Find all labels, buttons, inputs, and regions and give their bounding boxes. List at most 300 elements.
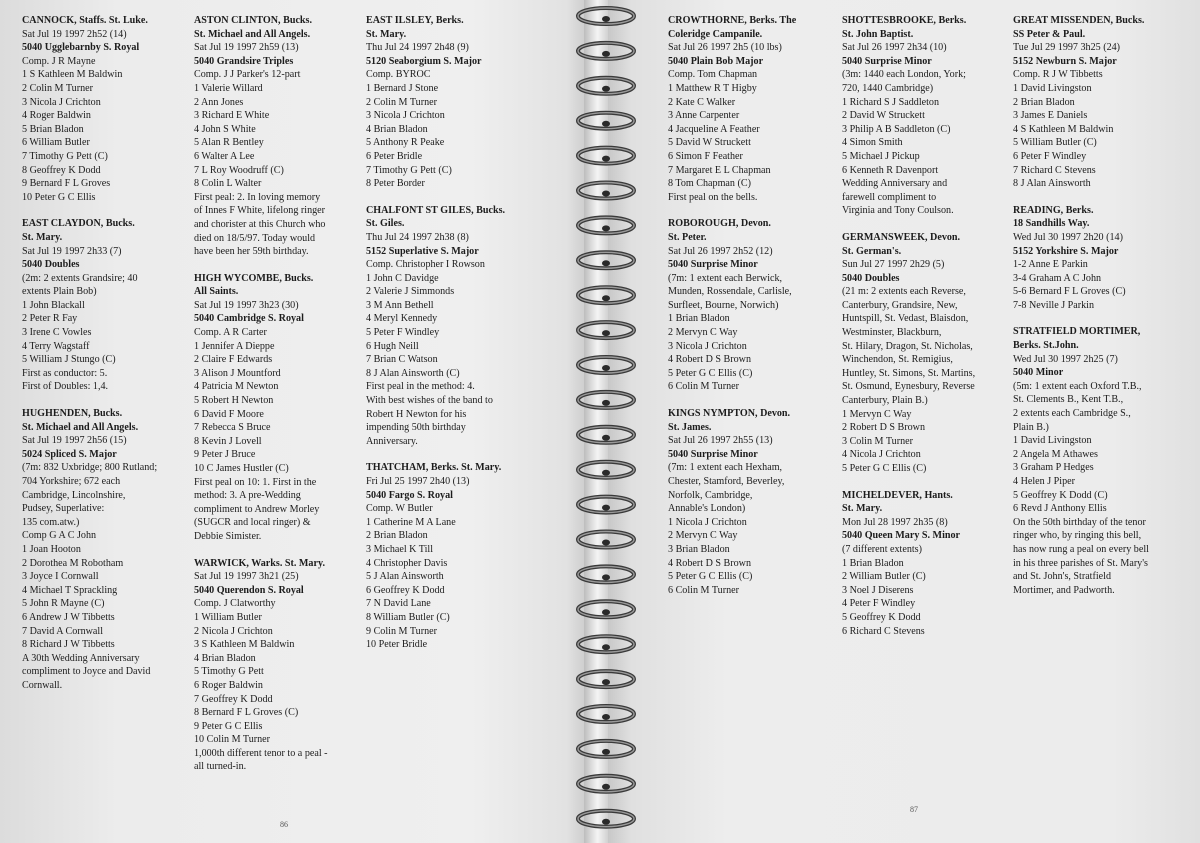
peal-line: 4 Roger Baldwin bbox=[22, 110, 91, 122]
peal-line: 2 Brian Bladon bbox=[366, 530, 428, 542]
peal-line: 7 N David Lane bbox=[366, 598, 431, 610]
peal-line: Westminster, Blackburn, bbox=[842, 327, 942, 339]
spiral-ring bbox=[578, 148, 634, 164]
peal-line: (7m: 1 extent each Berwick, bbox=[668, 272, 783, 284]
peal-line: With best wishes of the band to bbox=[366, 395, 493, 407]
peal-line: compliment to Andrew Morley bbox=[194, 503, 320, 515]
peal-line: 3 Nicola J Crichton bbox=[668, 340, 747, 352]
peal-line: 6 Peter Bridle bbox=[366, 150, 423, 162]
peal-line: 2 Ann Jones bbox=[194, 96, 244, 108]
peal-line: 3 Michael K Till bbox=[366, 543, 434, 555]
peal-line: 5040 Surprise Minor bbox=[842, 55, 932, 67]
peal-line: Mon Jul 28 1997 2h35 (8) bbox=[842, 516, 948, 528]
peal-line: 5 Robert H Newton bbox=[194, 395, 274, 407]
peal-line: Comp. A R Carter bbox=[194, 327, 267, 339]
peal-line: 7 Timothy G Pett (C) bbox=[366, 164, 452, 176]
peal-line: 4 Helen J Piper bbox=[1013, 476, 1075, 487]
peal-line: 1 Nicola J Crichton bbox=[668, 516, 747, 528]
peal-line: ringer who, by ringing this bell, bbox=[1013, 530, 1142, 542]
peal-line: 8 Tom Chapman (C) bbox=[668, 178, 751, 190]
peal-line: died on 18/5/97. Today would bbox=[194, 232, 316, 244]
peal-line: 1 John Blackall bbox=[22, 299, 85, 311]
peal-line: Sun Jul 27 1997 2h29 (5) bbox=[842, 259, 945, 271]
peal-line: 5040 Ugglebarnby S. Royal bbox=[22, 42, 140, 54]
peal-line: 7 Brian C Watson bbox=[366, 354, 438, 366]
peal-line: 7 David A Cornwall bbox=[22, 625, 104, 637]
spiral-ring bbox=[578, 113, 634, 129]
peal-line: 1 William Butler bbox=[194, 611, 262, 623]
peal-heading: GERMANSWEEK, Devon. bbox=[842, 231, 961, 243]
right-column-2 bbox=[842, 14, 975, 651]
peal-line: 1 Catherine M A Lane bbox=[366, 516, 456, 528]
spiral-ring bbox=[578, 811, 634, 827]
peal-line: 2 Dorothea M Robotham bbox=[22, 557, 124, 569]
peal-line: 4 Robert D S Brown bbox=[668, 557, 751, 569]
peal-line: 4 Brian Bladon bbox=[194, 652, 256, 664]
peal-line: Canterbury, Grandsire, New, bbox=[842, 299, 958, 311]
peal-line: Wed Jul 30 1997 2h20 (14) bbox=[1013, 231, 1123, 243]
spiral-ring bbox=[578, 252, 634, 268]
peal-line: have been her 59th birthday. bbox=[194, 246, 309, 258]
peal-line: Munden, Rossendale, Carlisle, bbox=[668, 286, 792, 298]
peal-entry bbox=[22, 217, 157, 394]
peal-line: (5m: 1 extent each Oxford T.B., bbox=[1013, 380, 1142, 392]
peal-line: (7m: 1 extent each Hexham, bbox=[668, 462, 783, 474]
peal-line: (2m: 2 extents Grandsire; 40 bbox=[22, 272, 138, 284]
peal-line: 3 Nicola J Crichton bbox=[366, 110, 445, 122]
peal-entry bbox=[194, 14, 328, 259]
peal-line: 7 Geoffrey K Dodd bbox=[194, 693, 273, 705]
peal-line: 8 J Alan Ainsworth bbox=[1013, 178, 1091, 190]
left-page bbox=[0, 0, 590, 843]
peal-heading: SHOTTESBROOKE, Berks. bbox=[842, 15, 967, 26]
peal-line: 5 Geoffrey K Dodd (C) bbox=[1013, 489, 1108, 501]
peal-line: 5040 Doubles bbox=[842, 272, 900, 284]
peal-line: 4 Terry Wagstaff bbox=[22, 340, 90, 352]
peal-line: 2 Valerie J Simmonds bbox=[366, 286, 455, 298]
peal-line: Comp. Tom Chapman bbox=[668, 69, 758, 81]
peal-line: 1 Richard S J Saddleton bbox=[842, 96, 940, 108]
peal-line: 1 David Livingston bbox=[1013, 82, 1092, 94]
peal-line: Plain B.) bbox=[1013, 421, 1049, 433]
peal-line: St. Giles. bbox=[366, 218, 405, 230]
peal-line: 6 Walter A Lee bbox=[194, 150, 255, 162]
spiral-ring bbox=[578, 217, 634, 233]
peal-line: Huntley, St. Simons, St. Martins, bbox=[842, 367, 976, 379]
peal-line: Coleridge Campanile. bbox=[668, 28, 763, 40]
peal-line: First peal: 2. In loving memory bbox=[194, 191, 321, 203]
peal-line: 2 Robert D S Brown bbox=[842, 422, 925, 434]
spiral-ring bbox=[578, 322, 634, 338]
peal-line: 3 Noel J Diserens bbox=[842, 584, 914, 596]
peal-line: Sat Jul 26 1997 2h55 (13) bbox=[668, 435, 773, 447]
peal-line: Surfleet, Bourne, Norwich) bbox=[668, 299, 779, 311]
peal-line: and St. John's, Stratfield bbox=[1013, 571, 1111, 583]
peal-line: 6 Andrew J W Tibbetts bbox=[22, 611, 115, 623]
peal-line: 5040 Doubles bbox=[22, 259, 80, 271]
peal-line: 5 J Alan Ainsworth bbox=[366, 571, 444, 583]
peal-line: 4 Robert D S Brown bbox=[668, 354, 751, 366]
peal-line: 3 James E Daniels bbox=[1013, 110, 1088, 122]
peal-entry bbox=[1013, 204, 1149, 313]
peal-line: 10 Peter G C Ellis bbox=[22, 191, 96, 203]
peal-line: Sat Jul 26 1997 2h34 (10) bbox=[842, 42, 947, 54]
peal-line: St. James. bbox=[668, 421, 712, 433]
peal-line: 2 Angela M Athawes bbox=[1013, 448, 1098, 460]
peal-line: 5120 Seaborgium S. Major bbox=[366, 55, 482, 67]
peal-line: 3 Nicola J Crichton bbox=[22, 96, 101, 108]
spiral-ring bbox=[578, 183, 634, 199]
peal-line: (3m: 1440 each London, York; bbox=[842, 69, 966, 81]
peal-line: 4 John S White bbox=[194, 123, 256, 135]
peal-line: Berks. St.John. bbox=[1013, 340, 1079, 352]
peal-entry bbox=[1013, 325, 1149, 597]
peal-heading: CROWTHORNE, Berks. The bbox=[668, 15, 797, 26]
peal-line: Comp. J Clatworthy bbox=[194, 598, 276, 610]
peal-heading: HIGH WYCOMBE, Bucks. bbox=[194, 272, 314, 284]
spiral-ring bbox=[578, 497, 634, 513]
peal-line: Comp. Christopher I Rowson bbox=[366, 259, 485, 271]
peal-line: St. Osmund, Eynesbury, Reverse bbox=[842, 381, 975, 393]
peal-line: 18 Sandhills Way. bbox=[1013, 218, 1090, 230]
peal-line: 8 Colin L Walter bbox=[194, 178, 262, 190]
peal-line: On the 50th birthday of the tenor bbox=[1013, 516, 1146, 528]
peal-line: 135 com.atw.) bbox=[22, 516, 80, 528]
peal-line: 10 Peter Bridle bbox=[366, 639, 428, 651]
peal-line: Norfolk, Cambridge, bbox=[668, 489, 753, 501]
right-page-number: 87 bbox=[910, 805, 918, 814]
peal-entry bbox=[842, 231, 975, 476]
peal-line: 2 William Butler (C) bbox=[842, 571, 926, 583]
peal-line: 2 Colin M Turner bbox=[22, 82, 93, 94]
peal-entry bbox=[366, 461, 505, 651]
peal-line: Robert H Newton for his bbox=[366, 408, 467, 420]
peal-entry bbox=[842, 489, 975, 639]
peal-heading: EAST ILSLEY, Berks. bbox=[366, 15, 464, 26]
peal-line: 10 Colin M Turner bbox=[194, 734, 270, 746]
spiral-ring bbox=[578, 671, 634, 687]
peal-line: 1 David Livingston bbox=[1013, 435, 1092, 447]
peal-line: 5 Peter F Windley bbox=[366, 327, 440, 339]
peal-line: 4 Nicola J Crichton bbox=[842, 449, 921, 461]
peal-line: 5 David W Struckett bbox=[668, 137, 751, 149]
peal-line: 5-6 Bernard F L Groves (C) bbox=[1013, 286, 1126, 298]
peal-line: Tue Jul 29 1997 3h25 (24) bbox=[1013, 42, 1121, 54]
peal-line: 9 Bernard F L Groves bbox=[22, 178, 111, 190]
peal-line: 6 Colin M Turner bbox=[668, 584, 739, 596]
left-column-1 bbox=[22, 14, 157, 706]
peal-line: Sat Jul 19 1997 2h52 (14) bbox=[22, 28, 127, 40]
peal-line: First peal on 10: 1. First in the bbox=[194, 476, 317, 488]
peal-line: St. Mary. bbox=[366, 28, 407, 40]
peal-line: 5040 Querendon S. Royal bbox=[194, 584, 304, 596]
peal-line: St. Clements B., Kent T.B., bbox=[1013, 394, 1124, 406]
peal-line: First peal in the method: 4. bbox=[366, 381, 475, 393]
peal-heading: ASTON CLINTON, Bucks. bbox=[194, 15, 312, 26]
peal-line: 2 Kate C Walker bbox=[668, 96, 736, 108]
peal-line: 2 Peter R Fay bbox=[22, 313, 78, 325]
peal-line: 1,000th different tenor to a peal - bbox=[194, 747, 328, 759]
peal-heading: ROBOROUGH, Devon. bbox=[668, 218, 771, 230]
peal-line: Winchendon, St. Remigius, bbox=[842, 354, 953, 366]
peal-line: 5 Michael J Pickup bbox=[842, 150, 920, 162]
peal-line: 4 Simon Smith bbox=[842, 137, 903, 149]
peal-line: 5040 Grandsire Triples bbox=[194, 55, 294, 67]
peal-heading: CHALFONT ST GILES, Bucks. bbox=[366, 204, 506, 216]
spiral-ring bbox=[578, 706, 634, 722]
peal-line: 4 Jacqueline A Feather bbox=[668, 123, 760, 135]
spiral-ring bbox=[578, 462, 634, 478]
peal-line: 4 Michael T Sprackling bbox=[22, 584, 118, 596]
peal-heading: HUGHENDEN, Bucks. bbox=[22, 408, 123, 420]
peal-entry bbox=[366, 204, 505, 449]
peal-line: 6 Richard C Stevens bbox=[842, 625, 925, 637]
peal-line: compliment to Joyce and David bbox=[22, 666, 151, 678]
peal-line: Comp. J J Parker's 12-part bbox=[194, 69, 301, 81]
peal-line: 720, 1440 Cambridge) bbox=[842, 82, 934, 94]
peal-entry bbox=[668, 14, 796, 204]
peal-line: 2 Mervyn C Way bbox=[668, 530, 738, 542]
peal-line: First of Doubles: 1,4. bbox=[22, 381, 109, 393]
peal-line: 3 S Kathleen M Baldwin bbox=[194, 639, 295, 651]
peal-line: 1 Joan Hooton bbox=[22, 543, 81, 555]
peal-line: 5 William Butler (C) bbox=[1013, 137, 1097, 149]
peal-line: St. Michael and All Angels. bbox=[22, 421, 139, 433]
peal-entry bbox=[668, 217, 796, 394]
peal-line: Canterbury, Plain B.) bbox=[842, 395, 928, 407]
peal-line: 6 Geoffrey K Dodd bbox=[366, 584, 445, 596]
peal-line: Thu Jul 24 1997 2h38 (8) bbox=[366, 231, 469, 243]
peal-line: 5024 Spliced S. Major bbox=[22, 448, 117, 460]
peal-line: 8 J Alan Ainsworth (C) bbox=[366, 367, 460, 379]
peal-line: 5040 Minor bbox=[1013, 367, 1064, 379]
peal-line: 704 Yorkshire; 672 each bbox=[22, 476, 121, 487]
peal-heading: GREAT MISSENDEN, Bucks. bbox=[1013, 15, 1145, 26]
peal-line: 5040 Queen Mary S. Minor bbox=[842, 530, 961, 542]
peal-line: 3 Colin M Turner bbox=[842, 435, 913, 447]
peal-line: All Saints. bbox=[194, 286, 239, 298]
peal-entry bbox=[194, 557, 328, 775]
peal-entry bbox=[22, 14, 157, 204]
peal-line: Sat Jul 19 1997 2h56 (15) bbox=[22, 435, 127, 447]
peal-line: 2 David W Struckett bbox=[842, 110, 925, 122]
peal-line: 2 Claire F Edwards bbox=[194, 354, 273, 366]
peal-heading: WARWICK, Warks. St. Mary. bbox=[194, 557, 325, 569]
peal-entry bbox=[22, 407, 157, 692]
peal-line: 1 Matthew R T Higby bbox=[668, 82, 757, 94]
peal-entry bbox=[668, 407, 796, 597]
peal-heading: KINGS NYMPTON, Devon. bbox=[668, 408, 791, 420]
peal-line: St. Michael and All Angels. bbox=[194, 28, 311, 40]
peal-line: 3 Irene C Vowles bbox=[22, 327, 92, 339]
peal-line: and chorister at this Church who bbox=[194, 218, 326, 230]
peal-line: 5 Peter G C Ellis (C) bbox=[668, 367, 753, 379]
peal-line: Sat Jul 19 1997 3h23 (30) bbox=[194, 299, 299, 311]
spiral-ring bbox=[578, 532, 634, 548]
peal-line: St. Mary. bbox=[22, 231, 63, 243]
peal-line: 8 Richard J W Tibbetts bbox=[22, 639, 115, 651]
peal-line: 8 Peter Border bbox=[366, 178, 425, 190]
peal-line: 2 Brian Bladon bbox=[1013, 96, 1075, 108]
peal-line: 1 S Kathleen M Baldwin bbox=[22, 69, 123, 81]
spiral-ring bbox=[578, 357, 634, 373]
peal-line: 5 Peter G C Ellis (C) bbox=[668, 571, 753, 583]
peal-line: 3 Philip A B Saddleton (C) bbox=[842, 123, 951, 135]
peal-line: 4 Brian Bladon bbox=[366, 123, 428, 135]
left-column-2 bbox=[194, 14, 328, 787]
peal-line: Sat Jul 19 1997 2h59 (13) bbox=[194, 42, 299, 54]
peal-line: 1 Bernard J Stone bbox=[366, 82, 439, 94]
peal-line: 5040 Surprise Minor bbox=[668, 448, 758, 460]
peal-line: St. Mary. bbox=[842, 503, 883, 515]
peal-line: 3 Brian Bladon bbox=[668, 543, 730, 555]
peal-line: Comp. J R Mayne bbox=[22, 55, 96, 67]
peal-line: 7 L Roy Woodruff (C) bbox=[194, 164, 284, 176]
peal-line: 8 William Butler (C) bbox=[366, 611, 450, 623]
peal-line: 5 Anthony R Peake bbox=[366, 137, 445, 149]
spiral-ring bbox=[578, 741, 634, 757]
peal-line: 2 Mervyn C Way bbox=[668, 327, 738, 339]
peal-line: (7 different extents) bbox=[842, 543, 922, 555]
spiral-ring bbox=[578, 776, 634, 792]
peal-line: of Innes F White, lifelong ringer bbox=[194, 205, 326, 217]
peal-line: First as conductor: 5. bbox=[22, 367, 108, 379]
peal-heading: EAST CLAYDON, Bucks. bbox=[22, 218, 135, 230]
peal-line: Chester, Stamford, Beverley, bbox=[668, 476, 785, 487]
peal-line: 5040 Surprise Minor bbox=[668, 259, 758, 271]
peal-line: Wed Jul 30 1997 2h25 (7) bbox=[1013, 353, 1118, 365]
peal-line: 5040 Plain Bob Major bbox=[668, 55, 764, 67]
peal-line: in his three parishes of St. Mary's bbox=[1013, 557, 1148, 569]
spiral-ring bbox=[578, 566, 634, 582]
peal-line: Sat Jul 19 1997 2h33 (7) bbox=[22, 245, 122, 257]
peal-line: 3 Richard E White bbox=[194, 110, 270, 122]
peal-line: Wedding Anniversary and bbox=[842, 178, 948, 190]
peal-heading: CANNOCK, Staffs. St. Luke. bbox=[22, 15, 148, 26]
peal-line: First peal on the bells. bbox=[668, 191, 758, 203]
peal-line: 5152 Superlative S. Major bbox=[366, 245, 479, 257]
peal-line: Pudsey, Superlative: bbox=[22, 503, 105, 515]
peal-line: 1 Mervyn C Way bbox=[842, 408, 912, 420]
peal-line: Comp. R J W Tibbetts bbox=[1013, 69, 1103, 81]
peal-line: 5 Geoffrey K Dodd bbox=[842, 611, 921, 623]
peal-line: 1 Valerie Willard bbox=[194, 82, 263, 94]
peal-line: 1-2 Anne E Parkin bbox=[1013, 259, 1088, 271]
peal-line: all turned-in. bbox=[194, 761, 247, 773]
peal-line: extents Plain Bob) bbox=[22, 286, 97, 298]
peal-line: 7 Timothy G Pett (C) bbox=[22, 150, 108, 162]
peal-line: 3 Anne Carpenter bbox=[668, 110, 740, 122]
peal-line: A 30th Wedding Anniversary bbox=[22, 652, 140, 664]
spiral-binding bbox=[572, 0, 642, 843]
peal-line: 6 Roger Baldwin bbox=[194, 679, 263, 691]
peal-line: 9 Colin M Turner bbox=[366, 625, 437, 637]
peal-line: 5 William J Stungo (C) bbox=[22, 354, 116, 366]
peal-line: 8 Geoffrey K Dodd bbox=[22, 164, 101, 176]
peal-line: Sat Jul 26 1997 2h52 (12) bbox=[668, 245, 773, 257]
spiral-ring bbox=[578, 601, 634, 617]
peal-line: 7-8 Neville J Parkin bbox=[1013, 299, 1095, 311]
peal-line: 5040 Cambridge S. Royal bbox=[194, 313, 304, 325]
peal-line: method: 3. A pre-Wedding bbox=[194, 490, 301, 502]
peal-line: Anniversary. bbox=[366, 435, 418, 447]
peal-line: 6 David F Moore bbox=[194, 408, 264, 420]
peal-line: Mortimer, and Padworth. bbox=[1013, 584, 1115, 596]
peal-line: 9 Peter J Bruce bbox=[194, 449, 256, 461]
peal-line: 3 Graham P Hedges bbox=[1013, 462, 1094, 474]
peal-line: (7m: 832 Uxbridge; 800 Rutland; bbox=[22, 462, 158, 474]
peal-line: Cambridge, Lincolnshire, bbox=[22, 489, 126, 501]
spiral-ring bbox=[578, 392, 634, 408]
peal-line: 4 Patricia M Newton bbox=[194, 381, 279, 393]
peal-line: has now rung a peal on every bell bbox=[1013, 543, 1149, 555]
peal-line: 2 Colin M Turner bbox=[366, 96, 437, 108]
peal-line: SS Peter & Paul. bbox=[1013, 28, 1086, 40]
left-column-3 bbox=[366, 14, 505, 665]
spiral-ring bbox=[578, 8, 634, 24]
peal-line: 1 Brian Bladon bbox=[842, 557, 904, 569]
peal-line: 4 Peter F Windley bbox=[842, 598, 916, 610]
peal-line: (SUGCR and local ringer) & bbox=[194, 517, 311, 529]
peal-line: Annable's London) bbox=[668, 503, 746, 515]
peal-line: Fri Jul 25 1997 2h40 (13) bbox=[366, 476, 470, 487]
peal-line: 6 Hugh Neill bbox=[366, 340, 419, 352]
peal-line: 3 M Ann Bethell bbox=[366, 299, 434, 311]
peal-line: St. John Baptist. bbox=[842, 28, 914, 40]
peal-line: 5 John R Mayne (C) bbox=[22, 598, 105, 610]
peal-line: 6 Kenneth R Davenport bbox=[842, 164, 939, 176]
peal-line: 2 Nicola J Crichton bbox=[194, 625, 273, 637]
peal-heading: MICHELDEVER, Hants. bbox=[842, 489, 953, 501]
peal-heading: STRATFIELD MORTIMER, bbox=[1013, 326, 1141, 338]
peal-line: 1 Jennifer A Dieppe bbox=[194, 340, 275, 352]
peal-entry bbox=[194, 272, 328, 544]
peal-line: Huntspill, St. Vedast, Blaisdon, bbox=[842, 313, 969, 325]
peal-entry bbox=[366, 14, 505, 191]
peal-line: St. Hilary, Dragon, St. Nicholas, bbox=[842, 340, 973, 352]
peal-line: Sat Jul 19 1997 3h21 (25) bbox=[194, 571, 299, 583]
peal-line: 3 Joyce I Cornwall bbox=[22, 571, 99, 583]
peal-line: 5 Brian Bladon bbox=[22, 123, 84, 135]
peal-line: 1 Brian Bladon bbox=[668, 313, 730, 325]
right-column-3 bbox=[1013, 14, 1149, 610]
right-page bbox=[608, 0, 1200, 843]
peal-line: 5 Alan R Bentley bbox=[194, 137, 264, 149]
peal-line: 5 Peter G C Ellis (C) bbox=[842, 463, 927, 474]
peal-line: Sat Jul 26 1997 2h5 (10 lbs) bbox=[668, 42, 782, 54]
peal-line: 6 William Butler bbox=[22, 137, 90, 149]
peal-line: 8 Kevin J Lovell bbox=[194, 435, 262, 447]
right-column-1 bbox=[668, 14, 796, 610]
peal-line: 4 S Kathleen M Baldwin bbox=[1013, 123, 1114, 135]
peal-line: (21 m: 2 extents each Reverse, bbox=[842, 286, 966, 298]
peal-line: 7 Margaret E L Chapman bbox=[668, 164, 771, 176]
peal-line: 5152 Newburn S. Major bbox=[1013, 55, 1117, 67]
peal-line: 1 John C Davidge bbox=[366, 272, 439, 284]
peal-line: 4 Christopher Davis bbox=[366, 557, 448, 569]
peal-line: 3 Alison J Mountford bbox=[194, 367, 281, 379]
peal-line: 6 Colin M Turner bbox=[668, 381, 739, 393]
peal-line: St. German's. bbox=[842, 245, 902, 257]
peal-line: 6 Peter F Windley bbox=[1013, 150, 1087, 162]
peal-line: 7 Rebecca S Bruce bbox=[194, 422, 271, 434]
peal-line: 8 Bernard F L Groves (C) bbox=[194, 707, 299, 719]
peal-heading: READING, Berks. bbox=[1013, 204, 1094, 216]
peal-line: Thu Jul 24 1997 2h48 (9) bbox=[366, 42, 469, 54]
peal-line: 9 Peter G C Ellis bbox=[194, 720, 263, 732]
peal-line: Virginia and Tony Coulson. bbox=[842, 205, 954, 217]
peal-line: 10 C James Hustler (C) bbox=[194, 463, 289, 474]
